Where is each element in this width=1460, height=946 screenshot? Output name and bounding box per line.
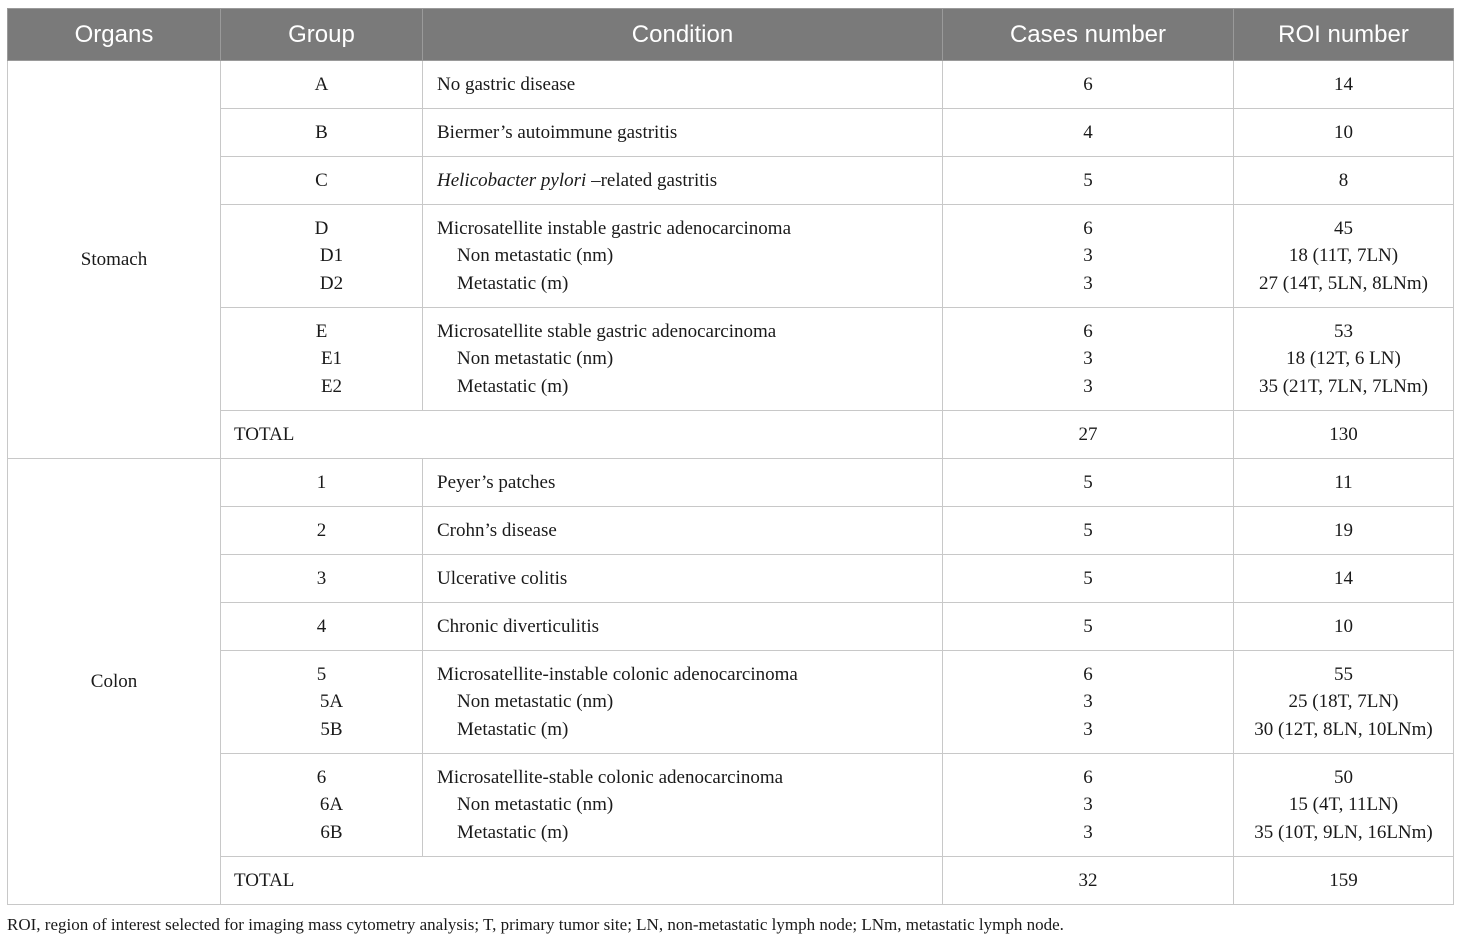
condition-cell: Ulcerative colitis xyxy=(423,555,943,603)
roi-cell: 14 xyxy=(1234,555,1454,603)
cases-cell: 5 xyxy=(943,459,1234,507)
group-cell: A xyxy=(221,61,423,109)
roi-value: 25 (18T, 7LN) xyxy=(1288,691,1399,713)
data-table-container xyxy=(7,8,1453,905)
cases-value: 3 xyxy=(1083,794,1093,816)
table-footnote: ROI, region of interest selected for imaging mass cytometry analysis; T, primary tumor site; LN, non-metastatic lymph node; LNm, metastatic lymph node. xyxy=(7,915,1064,934)
table-row-group-6 xyxy=(8,754,1454,857)
roi-cell: 14 xyxy=(1234,61,1454,109)
group-label: D xyxy=(314,217,329,239)
header-cases-number: Cases number xyxy=(943,9,1234,61)
cases-cell: 4 xyxy=(943,109,1234,157)
header-group: Group xyxy=(221,9,423,61)
condition-cell: Peyer’s patches xyxy=(423,459,943,507)
cases-cell: 6 xyxy=(943,61,1234,109)
roi-cell xyxy=(1234,308,1454,411)
cases-value: 6 xyxy=(1083,766,1093,788)
organ-colon: Colon xyxy=(8,459,221,905)
table-row xyxy=(8,157,1454,205)
group-label: 5B xyxy=(320,718,343,740)
condition-cell: Chronic diverticulitis xyxy=(423,603,943,651)
table-row xyxy=(8,555,1454,603)
condition-cell: No gastric disease xyxy=(423,61,943,109)
total-label: TOTAL xyxy=(221,857,943,905)
roi-cell: 10 xyxy=(1234,109,1454,157)
cases-cell: 5 xyxy=(943,157,1234,205)
roi-value: 55 xyxy=(1334,663,1353,685)
group-label: 6B xyxy=(320,821,343,843)
cases-cell xyxy=(943,754,1234,857)
header-condition: Condition xyxy=(423,9,943,61)
condition-cell xyxy=(423,157,943,205)
table-row xyxy=(8,459,1454,507)
condition-italic: Helicobacter pylori xyxy=(437,169,587,191)
total-label: TOTAL xyxy=(221,411,943,459)
total-cases: 32 xyxy=(943,857,1234,905)
table-row xyxy=(8,61,1454,109)
header-row xyxy=(8,9,1454,61)
condition-line: Metastatic (m) xyxy=(457,375,569,397)
group-label: E1 xyxy=(320,348,343,370)
group-cell: 2 xyxy=(221,507,423,555)
condition-cell: Crohn’s disease xyxy=(423,507,943,555)
cases-value: 3 xyxy=(1083,718,1093,740)
table-row-total-stomach xyxy=(8,411,1454,459)
cases-value: 3 xyxy=(1083,245,1093,267)
table-row xyxy=(8,109,1454,157)
cases-cell: 5 xyxy=(943,603,1234,651)
cases-value: 6 xyxy=(1083,217,1093,239)
condition-cell xyxy=(423,205,943,308)
roi-cell xyxy=(1234,205,1454,308)
cases-cell xyxy=(943,308,1234,411)
cases-value: 3 xyxy=(1083,691,1093,713)
table-row-group-d xyxy=(8,205,1454,308)
group-label: 5 xyxy=(316,663,327,685)
group-label: D1 xyxy=(319,245,344,267)
roi-value: 27 (14T, 5LN, 8LNm) xyxy=(1258,272,1429,294)
condition-line: Non metastatic (nm) xyxy=(457,348,614,370)
cases-value: 3 xyxy=(1083,821,1093,843)
roi-value: 18 (11T, 7LN) xyxy=(1288,245,1399,267)
condition-line: Metastatic (m) xyxy=(457,272,569,294)
group-label: E2 xyxy=(320,375,343,397)
group-cell xyxy=(221,651,423,754)
roi-value: 35 (21T, 7LN, 7LNm) xyxy=(1258,375,1429,397)
condition-line: Microsatellite stable gastric adenocarcinoma xyxy=(437,320,777,342)
group-cell: B xyxy=(221,109,423,157)
condition-line: Non metastatic (nm) xyxy=(457,794,614,816)
roi-cell xyxy=(1234,651,1454,754)
total-roi: 159 xyxy=(1234,857,1454,905)
cases-cell: 5 xyxy=(943,555,1234,603)
roi-value: 18 (12T, 6 LN) xyxy=(1286,348,1401,370)
organ-stomach: Stomach xyxy=(8,61,221,459)
roi-cell xyxy=(1234,754,1454,857)
group-label: 6A xyxy=(319,794,344,816)
roi-value: 45 xyxy=(1334,217,1353,239)
cases-cell: 5 xyxy=(943,507,1234,555)
condition-line: Metastatic (m) xyxy=(457,718,569,740)
condition-cell: Biermer’s autoimmune gastritis xyxy=(423,109,943,157)
group-cell: 1 xyxy=(221,459,423,507)
roi-cell: 19 xyxy=(1234,507,1454,555)
roi-value: 15 (4T, 11LN) xyxy=(1288,794,1399,816)
condition-rest: –related gastritis xyxy=(586,169,718,191)
condition-line: Non metastatic (nm) xyxy=(457,691,614,713)
group-cell: C xyxy=(221,157,423,205)
condition-line: Metastatic (m) xyxy=(457,821,569,843)
group-cell xyxy=(221,754,423,857)
cases-value: 6 xyxy=(1083,663,1093,685)
cases-cell xyxy=(943,205,1234,308)
cases-value: 6 xyxy=(1083,320,1093,342)
roi-value: 30 (12T, 8LN, 10LNm) xyxy=(1254,718,1433,740)
table-row xyxy=(8,507,1454,555)
condition-cell xyxy=(423,651,943,754)
condition-line: Non metastatic (nm) xyxy=(457,245,614,267)
group-cell: 4 xyxy=(221,603,423,651)
roi-cell: 11 xyxy=(1234,459,1454,507)
condition-line: Microsatellite instable gastric adenocarcinoma xyxy=(437,217,791,239)
group-label: E xyxy=(315,320,328,342)
total-roi: 130 xyxy=(1234,411,1454,459)
group-cell: 3 xyxy=(221,555,423,603)
header-organs: Organs xyxy=(8,9,221,61)
cases-cell xyxy=(943,651,1234,754)
roi-cell: 8 xyxy=(1234,157,1454,205)
condition-cell xyxy=(423,754,943,857)
header-roi-number: ROI number xyxy=(1234,9,1454,61)
condition-cell xyxy=(423,308,943,411)
cases-value: 3 xyxy=(1083,375,1093,397)
table-row xyxy=(8,603,1454,651)
table-row-total-colon xyxy=(8,857,1454,905)
roi-value: 50 xyxy=(1334,766,1353,788)
total-cases: 27 xyxy=(943,411,1234,459)
cases-value: 3 xyxy=(1083,272,1093,294)
table-row-group-e xyxy=(8,308,1454,411)
cases-value: 3 xyxy=(1083,348,1093,370)
cohort-table xyxy=(7,8,1454,905)
group-cell xyxy=(221,308,423,411)
group-cell xyxy=(221,205,423,308)
group-label: 5A xyxy=(319,691,344,713)
group-label: 6 xyxy=(316,766,327,788)
group-label: D2 xyxy=(319,272,344,294)
condition-line: Microsatellite-instable colonic adenocarcinoma xyxy=(437,663,798,685)
table-row-group-5 xyxy=(8,651,1454,754)
roi-value: 35 (10T, 9LN, 16LNm) xyxy=(1254,821,1433,843)
roi-value: 53 xyxy=(1334,320,1353,342)
roi-cell: 10 xyxy=(1234,603,1454,651)
condition-line: Microsatellite-stable colonic adenocarcinoma xyxy=(437,766,784,788)
